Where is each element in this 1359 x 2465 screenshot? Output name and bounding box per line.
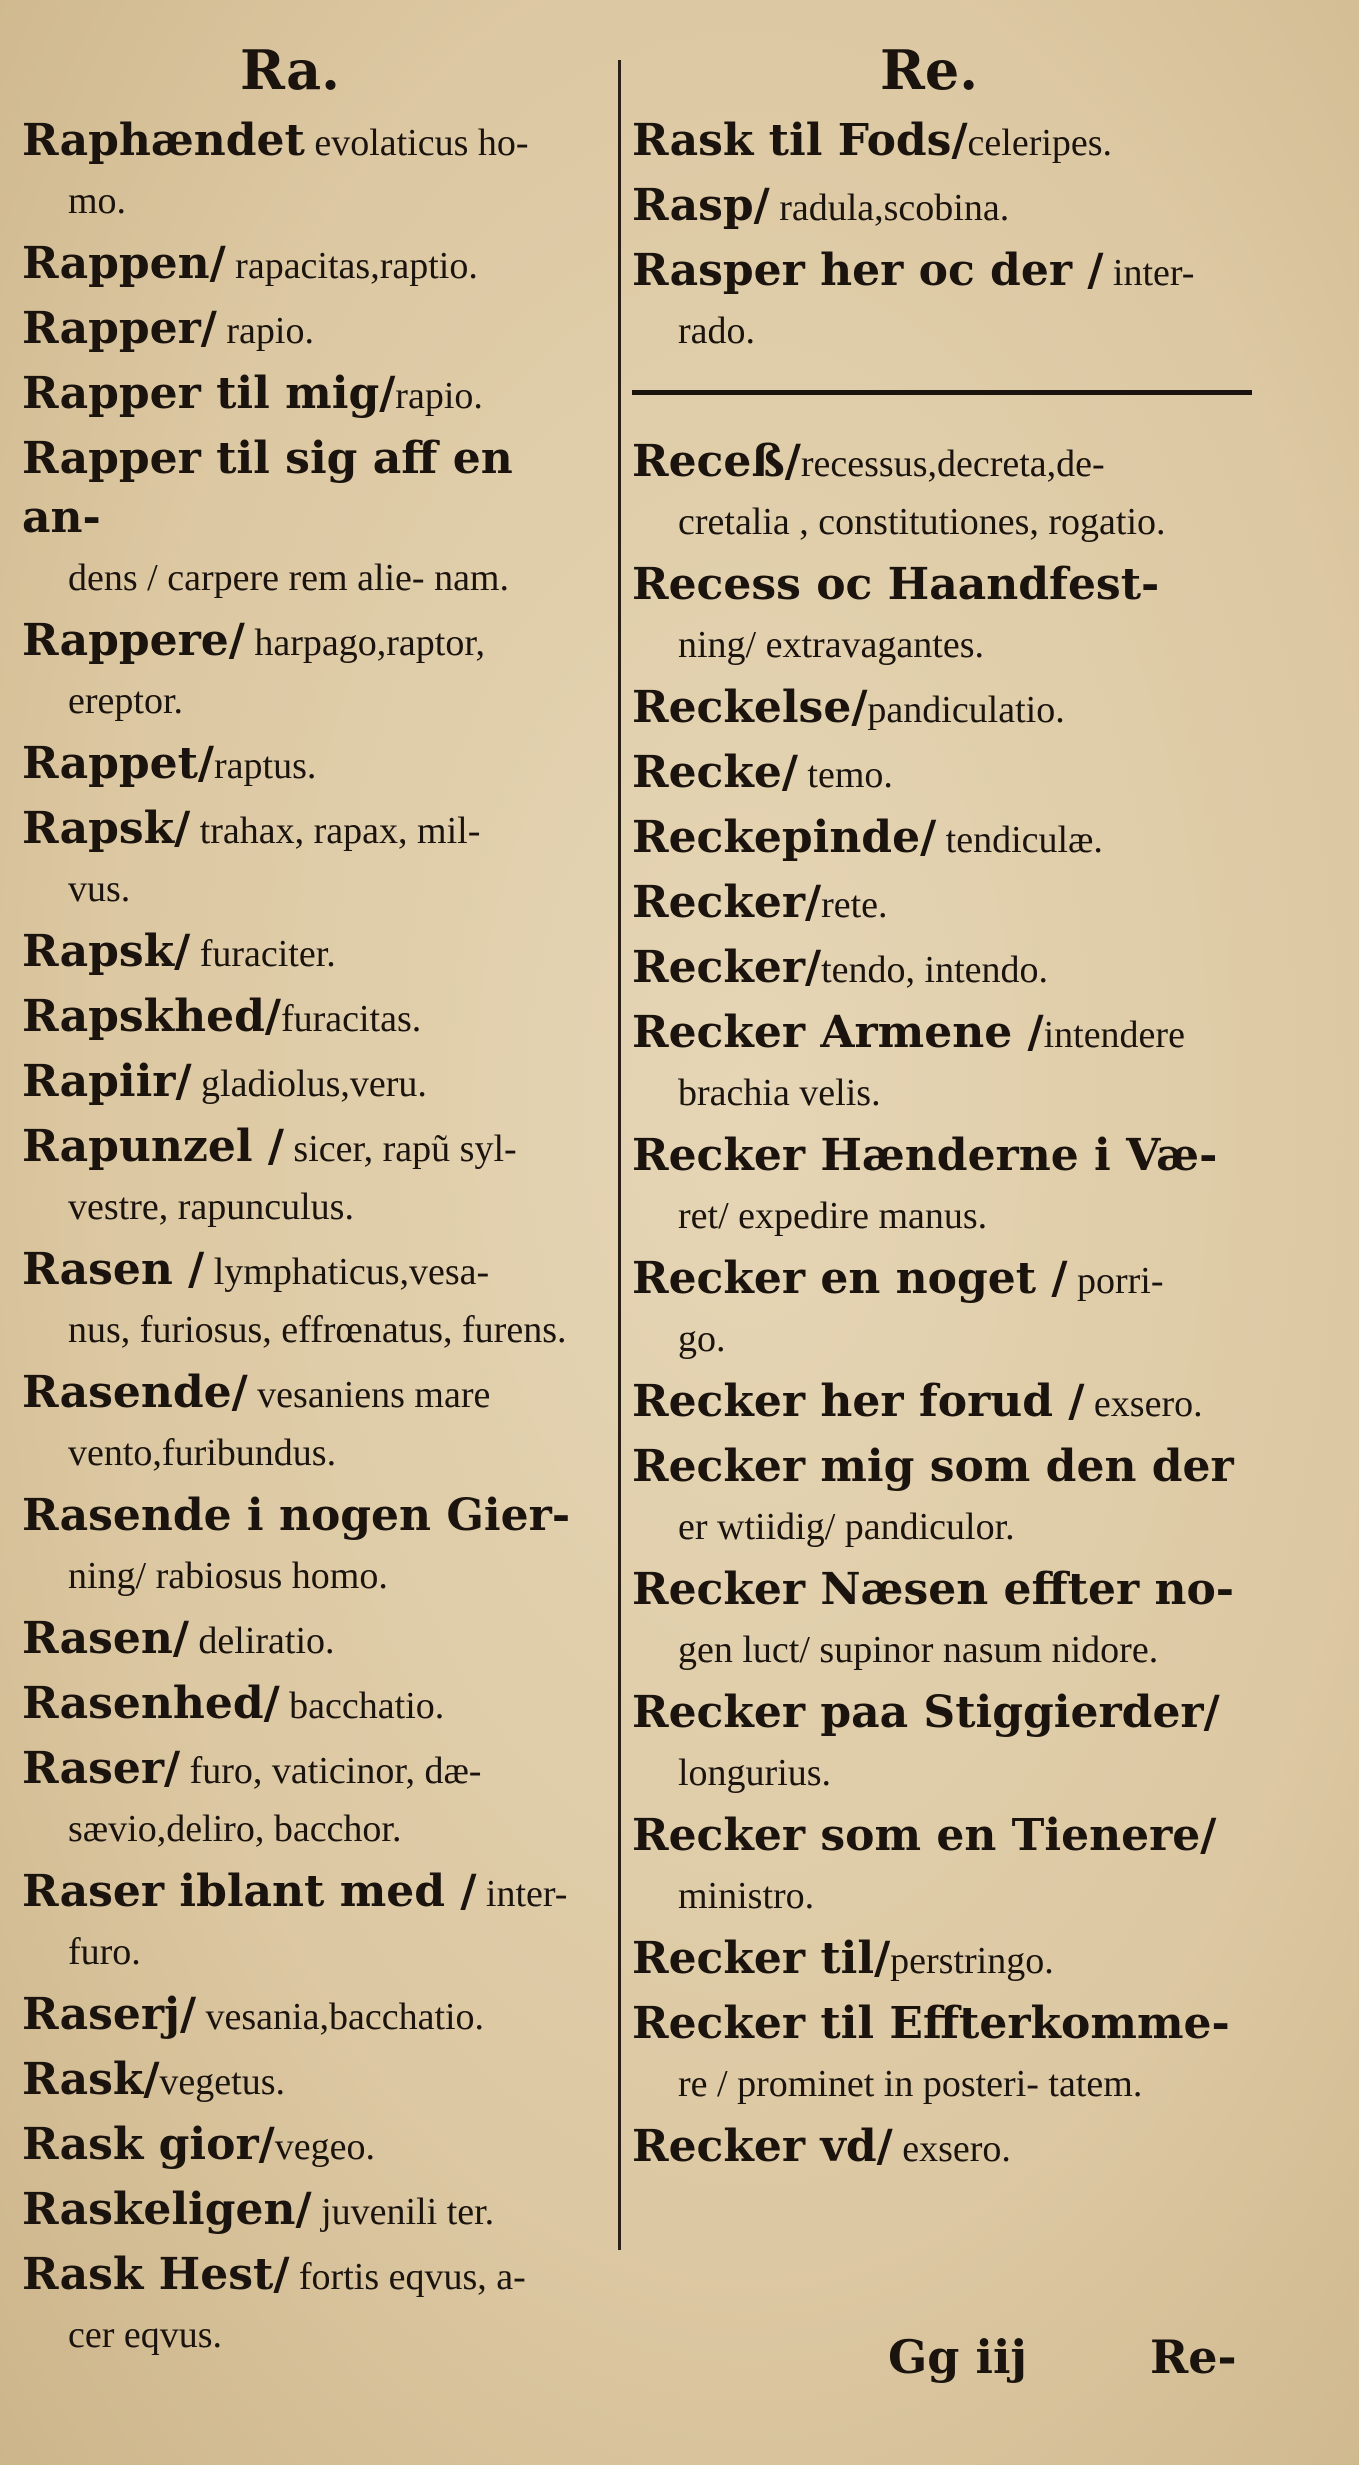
entry-gloss: lymphaticus,vesa- bbox=[204, 1251, 490, 1293]
entry-lemma: Rapper til sig aff en an- bbox=[22, 433, 513, 543]
entry-continuation: dens / carpere rem alie- nam. bbox=[68, 557, 509, 599]
entry-gloss: furo, vaticinor, dæ- bbox=[180, 1750, 482, 1792]
entry-continuation: vento,furibundus. bbox=[68, 1432, 337, 1474]
entry-gloss: furaciter. bbox=[190, 933, 336, 975]
entry-gloss: vesania,bacchatio. bbox=[196, 1996, 485, 2038]
entry-continuation: ret/ expedire manus. bbox=[678, 1195, 988, 1237]
dictionary-entry bbox=[632, 1807, 1252, 1925]
entry-continuation: ning/ extravagantes. bbox=[678, 624, 985, 666]
dictionary-entry bbox=[632, 1561, 1252, 1679]
column-divider-rule bbox=[618, 60, 621, 2250]
dictionary-entry bbox=[22, 988, 602, 1048]
dictionary-entry bbox=[22, 2181, 602, 2241]
dictionary-entry bbox=[632, 2118, 1252, 2178]
entry-lemma: Recker her forud / bbox=[632, 1376, 1085, 1427]
dictionary-entry bbox=[632, 939, 1252, 999]
entry-gloss: evolaticus ho- bbox=[304, 122, 529, 164]
entry-continuation: mo. bbox=[68, 180, 127, 222]
entry-gloss: vegetus. bbox=[159, 2061, 285, 2103]
entry-gloss: inter- bbox=[476, 1873, 568, 1915]
dictionary-entry bbox=[632, 874, 1252, 934]
entry-continuation: brachia velis. bbox=[678, 1072, 881, 1114]
entry-gloss: rete. bbox=[821, 884, 888, 926]
entry-lemma: Raskeligen/ bbox=[22, 2184, 312, 2235]
dictionary-entry bbox=[22, 1740, 602, 1858]
left-column-header: Ra. bbox=[240, 38, 340, 102]
entry-gloss: radula,scobina. bbox=[769, 187, 1010, 229]
right-column-top-entries bbox=[632, 112, 1252, 360]
entry-gloss: intendere bbox=[1043, 1014, 1185, 1056]
dictionary-entry bbox=[22, 2246, 602, 2364]
dictionary-entry bbox=[632, 1684, 1252, 1802]
entry-gloss: rapio. bbox=[216, 310, 314, 352]
entry-lemma: Recker paa Stiggierder/ bbox=[632, 1687, 1220, 1738]
entry-continuation: go. bbox=[678, 1318, 726, 1360]
dictionary-entry bbox=[22, 1053, 602, 1113]
entry-gloss: furacitas. bbox=[280, 998, 422, 1040]
entry-continuation: ereptor. bbox=[68, 680, 184, 722]
entry-lemma: Rasper her oc der / bbox=[632, 245, 1104, 296]
entry-gloss: rapacitas,raptio. bbox=[225, 245, 478, 287]
dictionary-entry bbox=[22, 1118, 602, 1236]
entry-lemma: Rapsk/ bbox=[22, 926, 191, 977]
dictionary-entry bbox=[22, 430, 602, 607]
entry-continuation: ning/ rabiosus homo. bbox=[68, 1555, 388, 1597]
entry-gloss: vegeo. bbox=[274, 2126, 375, 2168]
entry-lemma: Rasp/ bbox=[632, 180, 770, 231]
entry-gloss: vesaniens mare bbox=[247, 1374, 491, 1416]
entry-gloss: temo. bbox=[797, 754, 893, 796]
entry-lemma: Recker til Effterkomme- bbox=[632, 1998, 1230, 2049]
left-column bbox=[22, 112, 602, 2369]
entry-lemma: Raser iblant med / bbox=[22, 1866, 477, 1917]
dictionary-entry bbox=[632, 809, 1252, 869]
entry-continuation: gen luct/ supinor nasum nidore. bbox=[678, 1629, 1159, 1671]
dictionary-entry bbox=[632, 1250, 1252, 1368]
entry-lemma: Recke/ bbox=[632, 747, 798, 798]
entry-gloss: inter- bbox=[1103, 252, 1195, 294]
entry-gloss: recessus,decreta,de- bbox=[800, 443, 1105, 485]
dictionary-entry bbox=[632, 1995, 1252, 2113]
entry-lemma: Recess oc Haandfest- bbox=[632, 559, 1160, 610]
section-divider bbox=[632, 390, 1252, 405]
entry-lemma: Rappet/ bbox=[22, 738, 215, 789]
entry-lemma: Reckelse/ bbox=[632, 682, 868, 733]
dictionary-entry bbox=[22, 612, 602, 730]
entry-gloss: celeripes. bbox=[967, 122, 1113, 164]
entry-gloss: deliratio. bbox=[188, 1620, 335, 1662]
dictionary-entry bbox=[632, 433, 1252, 551]
entry-gloss: tendo, intendo. bbox=[821, 949, 1048, 991]
dictionary-entry bbox=[22, 365, 602, 425]
entry-continuation: ministro. bbox=[678, 1875, 815, 1917]
entry-lemma: Rask gior/ bbox=[22, 2119, 275, 2170]
entry-lemma: Rapsk/ bbox=[22, 803, 191, 854]
entry-lemma: Recker/ bbox=[632, 877, 822, 928]
entry-lemma: Recker vd/ bbox=[632, 2121, 893, 2172]
dictionary-entry bbox=[22, 235, 602, 295]
dictionary-entry bbox=[632, 112, 1252, 172]
entry-lemma: Rasende i nogen Gier- bbox=[22, 1490, 571, 1541]
entry-lemma: Rapper/ bbox=[22, 303, 217, 354]
entry-lemma: Rapunzel / bbox=[22, 1121, 284, 1172]
dictionary-entry bbox=[632, 679, 1252, 739]
entry-gloss: juvenili ter. bbox=[311, 2191, 495, 2233]
entry-lemma: Rappen/ bbox=[22, 238, 226, 289]
entry-continuation: cretalia , constitutiones, rogatio. bbox=[678, 501, 1166, 543]
entry-gloss: harpago,raptor, bbox=[244, 622, 485, 664]
entry-continuation: longurius. bbox=[678, 1752, 832, 1794]
dictionary-entry bbox=[632, 556, 1252, 674]
right-column-header: Re. bbox=[880, 38, 979, 102]
dictionary-entry bbox=[22, 923, 602, 983]
entry-gloss: perstringo. bbox=[890, 1940, 1054, 1982]
catchword: Re- bbox=[1150, 2330, 1237, 2384]
dictionary-entry bbox=[22, 1675, 602, 1735]
entry-lemma: Rasenhed/ bbox=[22, 1678, 280, 1729]
entry-gloss: raptus. bbox=[214, 745, 317, 787]
entry-gloss: porri- bbox=[1067, 1260, 1164, 1302]
entry-lemma: Rasende/ bbox=[22, 1367, 248, 1418]
entry-lemma: Raphændet bbox=[22, 115, 305, 166]
dictionary-entry bbox=[632, 1438, 1252, 1556]
dictionary-entry bbox=[22, 112, 602, 230]
entry-lemma: Rask Hest/ bbox=[22, 2249, 290, 2300]
dictionary-entry bbox=[22, 300, 602, 360]
entry-gloss: trahax, rapax, mil- bbox=[190, 810, 481, 852]
dictionary-entry bbox=[22, 800, 602, 918]
entry-gloss: bacchatio. bbox=[279, 1685, 445, 1727]
dictionary-entry bbox=[632, 1127, 1252, 1245]
dictionary-entry bbox=[22, 1986, 602, 2046]
entry-lemma: Rappere/ bbox=[22, 615, 245, 666]
entry-continuation: re / prominet in posteri- tatem. bbox=[678, 2063, 1143, 2105]
dictionary-entry bbox=[632, 1004, 1252, 1122]
entry-lemma: Rapskhed/ bbox=[22, 991, 281, 1042]
dictionary-entry bbox=[632, 177, 1252, 237]
right-column bbox=[632, 112, 1252, 2183]
entry-gloss: rapio. bbox=[395, 375, 483, 417]
entry-lemma: Recker/ bbox=[632, 942, 822, 993]
right-column-entries bbox=[632, 433, 1252, 2178]
dictionary-entry bbox=[22, 735, 602, 795]
entry-gloss: tendiculæ. bbox=[936, 819, 1103, 861]
dictionary-entry bbox=[22, 2051, 602, 2111]
entry-gloss: exsero. bbox=[892, 2128, 1011, 2170]
entry-lemma: Recker en noget / bbox=[632, 1253, 1068, 1304]
entry-continuation: er wtiidig/ pandiculor. bbox=[678, 1506, 1015, 1548]
entry-lemma: Recker som en Tienere/ bbox=[632, 1810, 1217, 1861]
entry-continuation: cer eqvus. bbox=[68, 2314, 223, 2356]
entry-gloss: sicer, rapũ syl- bbox=[283, 1128, 517, 1170]
entry-lemma: Raserj/ bbox=[22, 1989, 197, 2040]
entry-continuation: vus. bbox=[68, 868, 131, 910]
entry-lemma: Receß/ bbox=[632, 436, 801, 487]
dictionary-entry bbox=[22, 1364, 602, 1482]
entry-lemma: Rapiir/ bbox=[22, 1056, 192, 1107]
dictionary-entry bbox=[22, 1863, 602, 1981]
entry-lemma: Rasen / bbox=[22, 1244, 205, 1295]
dictionary-entry bbox=[22, 2116, 602, 2176]
entry-gloss: exsero. bbox=[1084, 1383, 1203, 1425]
signature-mark: Gg iij bbox=[888, 2330, 1028, 2384]
entry-lemma: Recker Næsen effter no- bbox=[632, 1564, 1235, 1615]
entry-lemma: Rapper til mig/ bbox=[22, 368, 396, 419]
entry-continuation: vestre, rapunculus. bbox=[68, 1186, 354, 1228]
entry-gloss: gladiolus,veru. bbox=[191, 1063, 427, 1105]
entry-gloss: fortis eqvus, a- bbox=[289, 2256, 526, 2298]
entry-continuation: furo. bbox=[68, 1931, 141, 1973]
entry-lemma: Recker mig som den der bbox=[632, 1441, 1234, 1492]
dictionary-entry bbox=[22, 1487, 602, 1605]
dictionary-entry bbox=[632, 744, 1252, 804]
entry-lemma: Reckepinde/ bbox=[632, 812, 937, 863]
entry-lemma: Rasen/ bbox=[22, 1613, 189, 1664]
entry-lemma: Recker Hænderne i Væ- bbox=[632, 1130, 1218, 1181]
entry-lemma: Rask til Fods/ bbox=[632, 115, 968, 166]
dictionary-entry bbox=[22, 1610, 602, 1670]
entry-lemma: Raser/ bbox=[22, 1743, 181, 1794]
entry-lemma: Rask/ bbox=[22, 2054, 160, 2105]
entry-continuation: sævio,deliro, bacchor. bbox=[68, 1808, 402, 1850]
entry-continuation: nus, furiosus, effrœnatus, furens. bbox=[68, 1309, 567, 1351]
dictionary-entry bbox=[632, 242, 1252, 360]
dictionary-entry bbox=[632, 1373, 1252, 1433]
entry-lemma: Recker Armene / bbox=[632, 1007, 1044, 1058]
dictionary-entry bbox=[632, 1930, 1252, 1990]
entry-continuation: rado. bbox=[678, 310, 756, 352]
dictionary-entry bbox=[22, 1241, 602, 1359]
entry-lemma: Recker til/ bbox=[632, 1933, 891, 1984]
entry-gloss: pandiculatio. bbox=[867, 689, 1065, 731]
